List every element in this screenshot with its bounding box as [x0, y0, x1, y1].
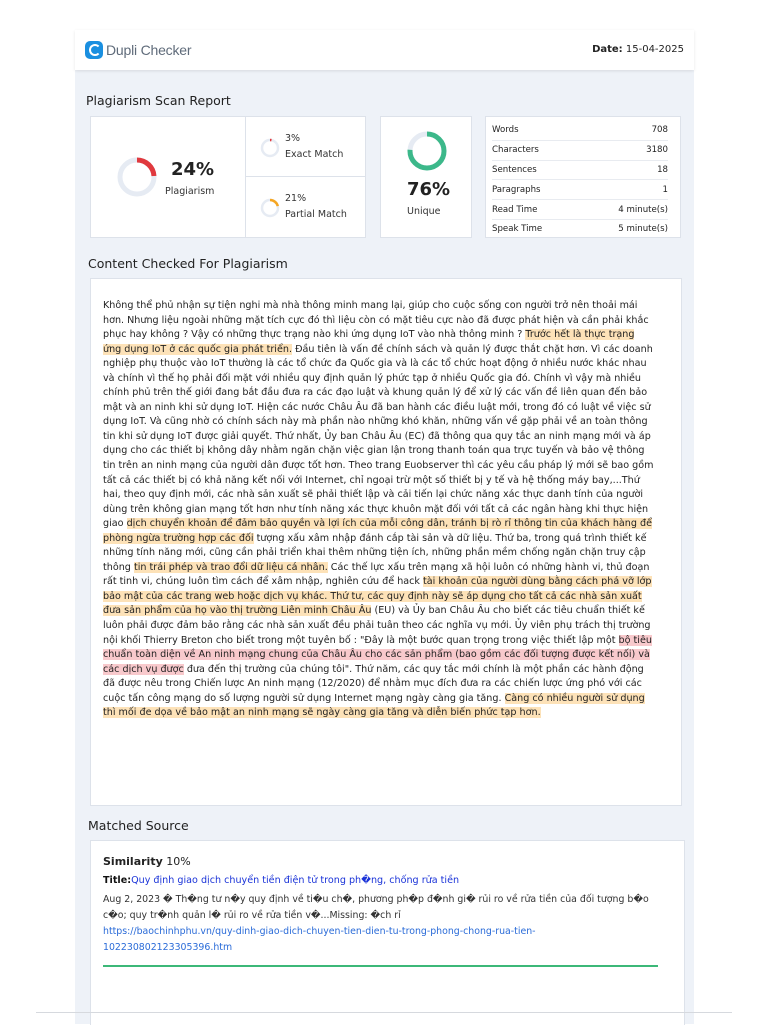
similarity-label: Similarity — [103, 855, 163, 868]
stats-table — [492, 121, 668, 239]
unique-text: tượng xấu xâm nhập đánh cắp tài sản và dữ liệu. Thứ ba, trong quá trình thiết kế những tính năng mới, cũng cần phải triển khai thêm những tiện ích, những phần mềm chống ngăn chặn truy cập thông — [103, 532, 647, 573]
plagiarism-gauge-icon — [115, 155, 159, 199]
source-title-label: Title: — [103, 875, 132, 886]
stat-label: Speak Time — [492, 224, 543, 235]
exact-match-gauge-icon — [259, 137, 281, 159]
content-checked-title: Content Checked For Plagiarism — [88, 256, 288, 271]
matched-text-highlight: tài khoản của người dùng bằng cách phá vỡ lớp bảo mật của các trang web hoặc dịch vụ khác. Thứ tư, các quy định này sẽ áp dụng cho tất cả các nhà sản xuất đưa sản phẩm của họ vào thị trường Liên minh Châu Âu — [103, 576, 652, 617]
stats-row — [492, 160, 668, 180]
source-title[interactable]: Quy định giao dịch chuyển tiền điện tử trong ph�ng, chống rửa tiền — [131, 875, 460, 886]
content-card — [90, 278, 682, 806]
stat-value: 4 minute(s) — [580, 200, 668, 220]
report-page — [75, 30, 694, 1024]
exact-match-label: Exact Match — [285, 149, 344, 160]
matched-source-card — [90, 840, 685, 1025]
dupli-checker-logo-icon — [85, 41, 103, 59]
date-value: 15-04-2025 — [625, 44, 684, 55]
stat-label: Paragraphs — [492, 180, 580, 200]
partial-match-gauge-icon — [259, 197, 281, 219]
similarity-value: 10% — [166, 855, 191, 868]
unique-card — [380, 116, 472, 238]
partial-match-card — [245, 176, 366, 238]
plagiarism-percent: 24% — [171, 159, 215, 180]
exact-match-percent: 3% — [285, 133, 301, 144]
checked-content-text — [103, 299, 655, 721]
matched-text-highlight: dịch chuyển khoản để đảm bảo quyền và lợi ích của mỗi công dân, tránh bị rò rỉ thông tin của khách hàng để phòng ngừa trường hợp các đối — [103, 518, 652, 544]
logo[interactable] — [85, 41, 191, 59]
unique-percent: 76% — [407, 179, 451, 200]
plagiarism-card — [90, 116, 247, 238]
exact-match-highlight: bộ tiêu chuẩn toàn diện về An ninh mạng chung của Châu Âu cho các sản phẩm (bao gồm các đối tượng được kết nối) và các dịch vụ được — [103, 634, 652, 675]
stat-value: 3180 — [580, 140, 668, 160]
stats-row — [492, 140, 668, 160]
source-url-link[interactable]: https://baochinhphu.vn/quy-dinh-giao-dich-chuyen-tien-dien-tu-trong-phong-chong-rua-tien-102230802123305396.htm — [103, 926, 536, 953]
stats-card — [485, 116, 681, 238]
stats-row — [492, 219, 668, 238]
report-date — [592, 44, 684, 55]
source-title-row — [103, 875, 459, 886]
plagiarism-label: Plagiarism — [165, 186, 215, 197]
unique-text: đưa đến thị trường của chúng tôi". Thứ năm, các quy tắc mới chính là một phần các hành động đã được nêu trong Chiến lược An ninh mạng (12/2020) để nhằm mục đích đưa ra các chiến lược ứng phó với các cuộc tấn công mạng do số lượng người sử dụng Internet mạng ngày càng gia tăng. — [103, 663, 644, 704]
partial-match-percent: 21% — [285, 193, 307, 204]
source-snippet: Aug 2, 2023 � Th�ng tư n�y quy định về ti�u ch�, phương ph�p đ�nh gi� rủi ro về rửa tiền của đối tượng b�o c�o; quy tr�nh quản l� rủi ro về rửa tiền v�...Missing: �ch rỉ — [103, 894, 649, 921]
logo-text: Dupli Checker — [106, 42, 192, 58]
stat-label: Read Time — [492, 200, 580, 220]
matched-source-title: Matched Source — [88, 818, 189, 833]
unique-text: Các thế lực xấu trên mạng xã hội luôn có những hành vi, thủ đoạn rất tinh vi, chúng luôn tìm cách để xâm nhập, nghiên cứu để hack — [103, 561, 650, 588]
exact-match-card — [245, 116, 366, 178]
stats-row — [492, 180, 668, 200]
unique-text: (EU) và Ủy ban Châu Âu cho biết các tiêu chuẩn thiết kế luôn phải được đảm bảo rằng các nhà sản xuất đều phải tuân theo các nghĩa vụ mới. Ủy viên phụ trách thị trường nội khối Thierry Breton cho biết trong một tuyên bố : "Đây là một bước quan trọng trong việc thiết lập một — [103, 605, 651, 646]
stat-value: 18 — [580, 160, 668, 180]
partial-match-label: Partial Match — [285, 209, 347, 220]
stats-row — [492, 121, 668, 140]
header-bar — [75, 30, 694, 70]
stat-label: Words — [492, 121, 580, 140]
scan-report-title: Plagiarism Scan Report — [86, 93, 231, 108]
matched-text-highlight: Trước hết là thực trạng ứng dụng IoT ở các quốc gia phát triển. — [103, 329, 635, 355]
similarity — [103, 855, 191, 868]
unique-label: Unique — [407, 206, 441, 217]
matched-text-highlight: tin trái phép và trao đổi dữ liệu cá nhân. — [133, 561, 328, 573]
page-bottom-rule — [36, 1012, 732, 1013]
date-label: Date: — [592, 44, 623, 55]
unique-text: Đầu tiên là vấn đề chính sách và quản lý được thắt chặt hơn. Vì các doanh nghiệp phụ thuộc vào IoT thường là các tổ chức đa Quốc gia và là các tổ chức hoạt động ở nhiều nước khác nhau và chính vì thế họ phải đối mặt với nhiều quy định quản lý phức tạp ở nhiều Quốc gia đó. Chính vì vậy mà nhiều chính phủ trên thế giới đang bắt đầu đưa ra các đạo luật và khung quản lý để xử lý các vấn đề liên quan đến bảo mật và an ninh khi sử dụng IoT. Hiện các nước Châu Âu đã ban hành các điều luật mới, trong đó có luật về việc sử dụng IoT. Và cũng nhờ có chính sách này mà phần nào những khó khăn, những vấn về gặp phải về an toàn thông tin khi sử dụng IoT được giải quyết. Thứ nhất, Ủy ban Châu Âu (EC) đã thông qua quy tắc an ninh mạng mới và áp dụng cho các thiết bị không dây nhằm ngăn chặn việc gian lận trong thanh toán qua trực tuyến và bảo vệ thông tin trên an ninh mạng của người dân được tốt hơn. Theo trang Euobserver thì các yêu cầu pháp lý mới sẽ bao gồm tất cả các thiết bị có khả năng kết nối với Internet, chỉ ngoại trừ một số thiết bị y tế và hệ thống máy bay,...Thứ hai, theo quy định mới, các nhà sản xuất sẽ phải thiết lập và cải tiến lại chức năng xác thực danh tính của người dùng trên không gian mạng tốt hơn như tính năng xác thực khuôn mặt đối với tất cả các ngân hàng khi thực hiện giao — [103, 343, 654, 530]
stat-label: Characters — [492, 140, 580, 160]
unique-gauge-icon — [405, 129, 449, 173]
unique-text: Không thể phủ nhận sự tiện nghi mà nhà thông minh mang lại, giúp cho cuộc sống con người trở nên thoải mái hơn. Nhưng liệu ngoài những mặt tích cực đó thì liệu còn có mặt tiêu cực nào đã được phát hiện và cần phải khắc phục hay không ? Vậy có những thực trạng nào khi ứng dụng IoT vào nhà thông minh ? — [103, 300, 649, 341]
stat-label: Sentences — [492, 160, 580, 180]
matched-text-highlight: Càng có nhiều người sử dụng thì mối đe dọa về bảo mật an ninh mạng sẽ ngày càng gia tăng và diễn biến phức tạp hơn. — [103, 692, 645, 719]
source-divider — [103, 965, 658, 967]
stat-value: 708 — [580, 121, 668, 140]
stat-value: 5 minute(s) — [618, 224, 668, 235]
stats-row — [492, 200, 668, 220]
stat-value: 1 — [580, 180, 668, 200]
